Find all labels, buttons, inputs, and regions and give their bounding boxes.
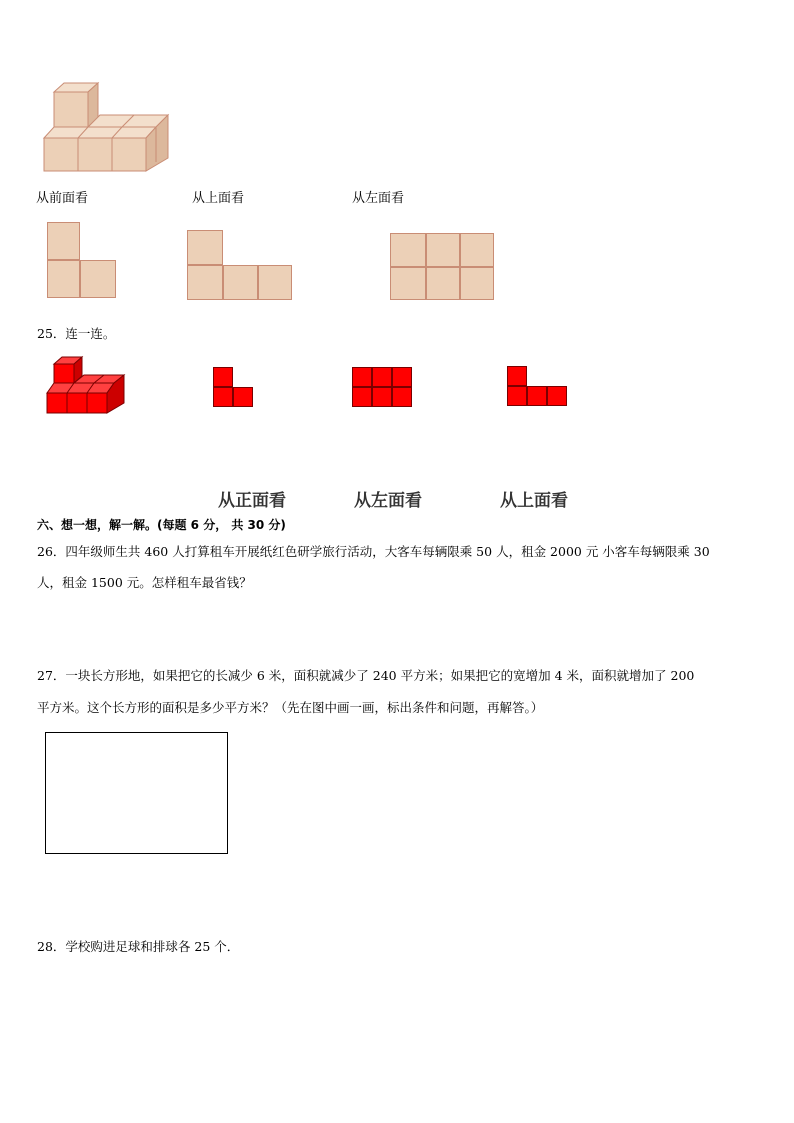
answer-rectangle-drawing-area[interactable] [45,732,228,854]
top-view-figure [187,230,293,300]
red-square [352,367,372,387]
red-square [352,387,372,407]
red-block-3d [44,355,128,415]
cube-square [187,265,223,300]
red-step-shape [507,366,569,408]
red-square [213,387,233,407]
question-27-line2: 平方米。这个长方形的面积是多少平方米？（先在图中画一画，标出条件和问题，再解答。） [37,700,544,715]
cube-square [460,233,494,267]
red-square [547,386,567,406]
red-square [507,366,527,386]
red-square [372,367,392,387]
section-6-heading: 六、想一想，解一解。(每题 6 分， 共 30 分) [37,518,286,532]
cube-square [426,267,460,300]
cube-square [47,260,80,298]
cube-square [80,260,116,298]
front-view-figure [47,222,119,298]
label-top-view-big: 从上面看 [500,491,568,511]
label-top-view: 从上面看 [192,191,245,206]
question-25-title: 25．连一连。 [37,326,116,341]
cube-square [258,265,292,300]
cube-square [47,222,80,260]
red-l-shape [213,367,255,409]
red-square [233,387,253,407]
question-27-line1: 27．一块长方形地，如果把它的长减少 6 米，面积就减少了 240 平方米；如果把它的宽增加 4 米，面积就增加了 200 [37,668,695,683]
label-left-view: 从左面看 [352,191,405,206]
red-square [507,386,527,406]
cube-stack-svg [40,80,170,175]
cube-square [460,267,494,300]
red-block-svg [44,355,128,415]
label-left-view-big: 从左面看 [354,491,422,511]
question-26-line1: 26．四年级师生共 460 人打算租车开展纸红色研学旅行活动，大客车每辆限乘 50 人，租金 2000 元 小客车每辆限乘 30 [37,544,710,559]
red-square [527,386,547,406]
cube-square [426,233,460,267]
label-front-view: 从前面看 [36,191,89,206]
cube-square [187,230,223,265]
label-front-view-big: 从正面看 [218,491,286,511]
cube-square [390,233,426,267]
red-square [392,367,412,387]
red-square [372,387,392,407]
left-view-figure [390,233,495,300]
question-28-line1: 28．学校购进足球和排球各 25 个． [37,939,240,954]
question-26-line2: 人，租金 1500 元。怎样租车最省钱？ [37,575,252,590]
cube-stack-illustration [40,80,170,175]
red-square [213,367,233,387]
red-square [392,387,412,407]
cube-square [390,267,426,300]
red-rectangle-shape [352,367,412,407]
cube-square [223,265,258,300]
